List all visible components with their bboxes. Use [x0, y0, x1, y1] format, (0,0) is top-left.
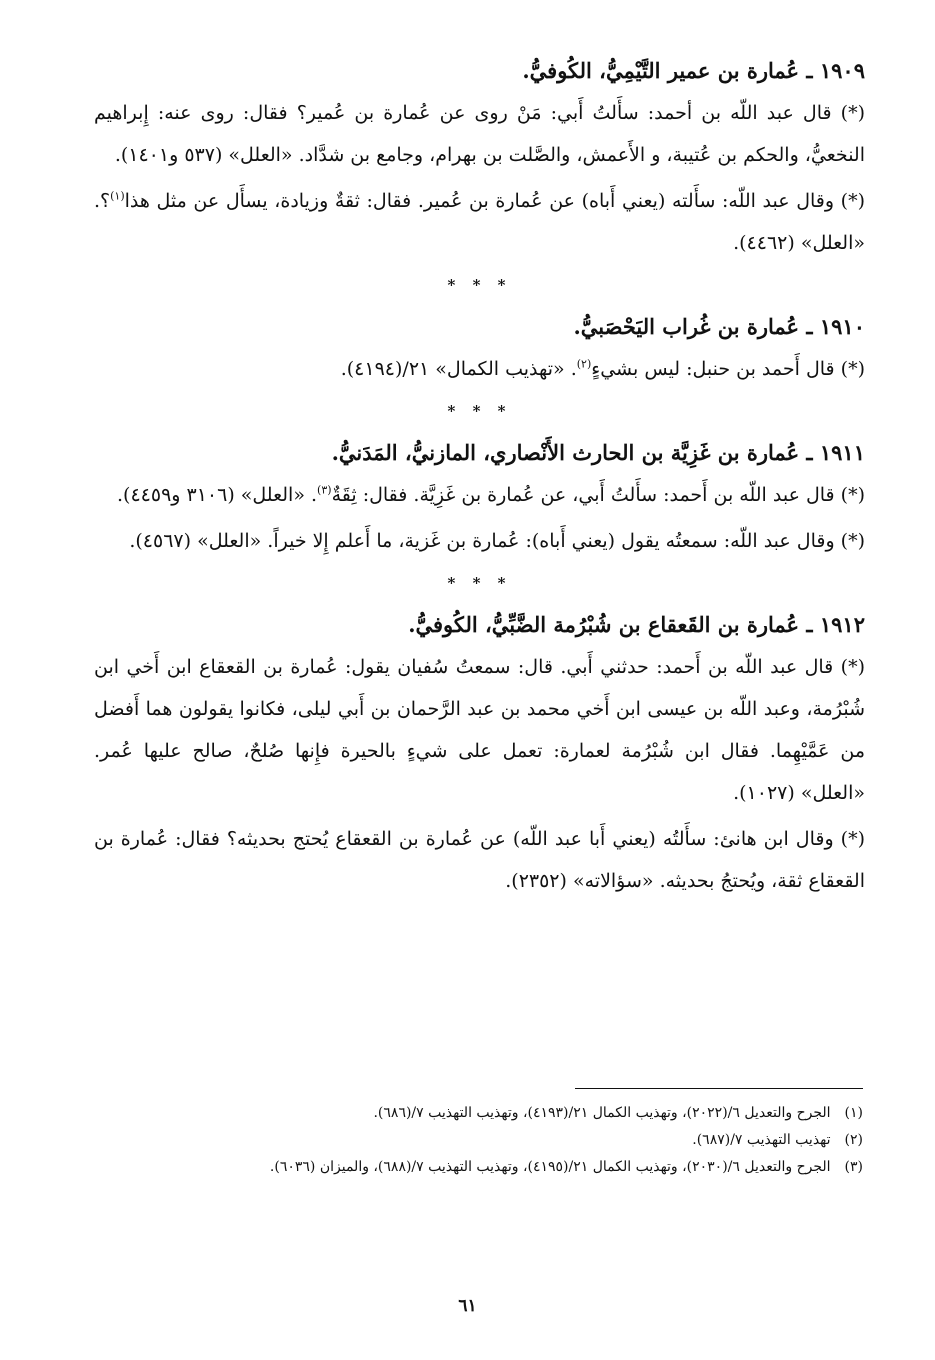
footnote-number: (٣): [844, 1159, 863, 1175]
paragraph-text: (*) قال عبد اللّه بن أَحمد: سأَلتُ أَبي، عن عُمارة بن غَزِيَّة. فقال: ثِقَةٌ: [331, 484, 865, 506]
paragraph-text: (*) قال عبد اللّه بن أَحمد: حدثني أَبي. قال: سمعتُ سُفيان يقول: عُمارة بن القعقاع ابن أَخي ابن شُبْرُمة، وعبد اللّه بن عيسى ابن أَخي محمد بن عبد الرَّحمان بن أَبي ليلى، فكانوا يقولون هما أَفضل من عَمَّيْهِما. فقال ابن شُبْرُمة لعمارة: تعمل على شيءٍ بالحيرة فإِنها صُلحٌ، صالح عليها عُمر. «العلل» (١٠٢٧).: [94, 656, 865, 804]
paragraph-text: . «تهذيب الكمال» ٢١/(٤١٩٤).: [340, 358, 577, 380]
footnote-number: (٢): [844, 1132, 863, 1148]
footnote-reference[interactable]: (٣): [317, 483, 332, 497]
entry-title: ١٩١١ ـ عُمارة بن غَزِيَّة بن الحارث الأَنْصاري، المازنيُّ، المَدَنيُّ.: [331, 440, 865, 465]
footnote-number: (١): [844, 1105, 863, 1121]
narration-paragraph: [94, 474, 865, 516]
footnote-divider: [575, 1088, 863, 1089]
footnote-text: تهذيب التهذيب ٧/(٦٨٧).: [692, 1132, 831, 1148]
entry-1912: [94, 608, 865, 902]
entry-title: ١٩١٢ ـ عُمارة بن القَعقاع بن شُبْرُمة الضَّبِّيُّ، الكُوفيُّ.: [408, 612, 865, 637]
narration-paragraph: [94, 818, 865, 902]
paragraph-text: (*) قال أَحمد بن حنبل: ليس بشيءٍ: [591, 358, 865, 380]
footnote-item: [94, 1127, 863, 1154]
narration-paragraph: [94, 92, 865, 176]
paragraph-text: (*) وقال ابن هانئ: سأَلتُه (يعني أَبا عبد اللّه) عن عُمارة بن القعقاع يُحتج بحديثه؟ فقال: عُمارة بن القعقاع ثقة، ويُحتجُ بحديثه. «سؤالاته» (٢٣٥٢).: [94, 828, 865, 892]
narration-paragraph: [94, 520, 865, 562]
section-separator: * * *: [447, 402, 512, 420]
narration-paragraph: [94, 180, 865, 264]
entry-1909: [94, 54, 865, 264]
paragraph-text: . «العلل» (٣١٠٦ و٤٤٥٩).: [117, 484, 318, 506]
footnote-item: [94, 1154, 863, 1181]
section-separator: * * *: [447, 276, 512, 294]
paragraph-text: (*) قال عبد اللّه بن أحمد: سأَلتُ أَبي: مَنْ روى عن عُمارة بن عُمير؟ فقال: روى عنه: إِبراهيم النخعيُّ، والحكم بن عُتيبة، و الأَعمش، والصَّلت بن بهرام، وجامع بن شدَّاد. «العلل» (٥٣٧ و١٤٠١).: [94, 102, 865, 166]
page-number: ٦١: [458, 1296, 477, 1316]
footnote-reference[interactable]: (١): [110, 189, 125, 203]
footnote-text: الجرح والتعديل ٦/(٢٠٢٢)، وتهذيب الكمال ٢١/(٤١٩٣)، وتهذيب التهذيب ٧/(٦٨٦).: [373, 1105, 831, 1121]
entry-1910: [94, 310, 865, 390]
narration-paragraph: [94, 646, 865, 814]
entry-title: ١٩٠٩ ـ عُمارة بن عمير التَّيْمِيُّ، الكُوفيُّ.: [522, 58, 865, 83]
footnote-text: الجرح والتعديل ٦/(٢٠٣٠)، وتهذيب الكمال ٢١/(٤١٩٥)، وتهذيب التهذيب ٧/(٦٨٨)، والميزان (٦٠٣٦).: [269, 1159, 831, 1175]
entry-1911: [94, 436, 865, 562]
paragraph-text: ؟. «العلل» (٤٤٦٢).: [94, 190, 865, 254]
narration-paragraph: [94, 348, 865, 390]
footnote-item: [94, 1100, 863, 1127]
paragraph-text: (*) وقال عبد اللّه: سمعتُه يقول (يعني أَباه): عُمارة بن غَزية، ما أَعلم إِلا خيراً. «العلل» (٤٥٦٧).: [129, 530, 865, 552]
paragraph-text: (*) وقال عبد اللّه: سأَلته (يعني أَباه) عن عُمارة بن عُمير. فقال: ثقةٌ وزيادة، يسأَل عن مثل هذا: [124, 190, 865, 212]
section-separator: * * *: [447, 574, 512, 592]
footnotes: [94, 1100, 863, 1181]
footnote-reference[interactable]: (٢): [576, 357, 592, 371]
entry-title: ١٩١٠ ـ عُمارة بن غُراب اليَحْصَبيُّ.: [573, 314, 865, 339]
